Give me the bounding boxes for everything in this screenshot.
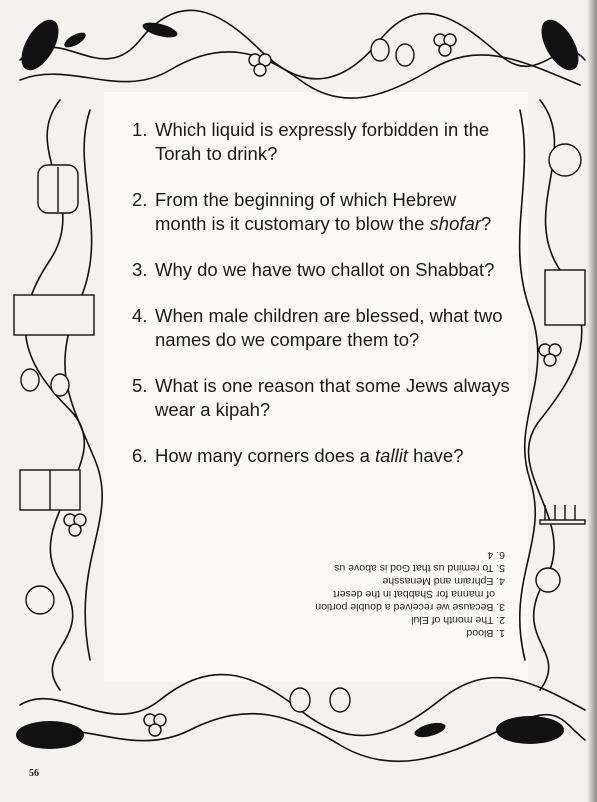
question-number: 4. (132, 305, 148, 326)
page-number: 56 (29, 768, 39, 779)
question-text: have? (407, 445, 464, 466)
question-number: 1. (132, 119, 148, 140)
question-number: 6. (132, 445, 148, 466)
upside-down-answer-key (300, 548, 505, 639)
question-text: Why do we have two challot on Shabbat? (155, 259, 495, 280)
question-6 (132, 444, 512, 468)
question-text: When male children are blessed, what two names do we compare them to? (155, 305, 503, 350)
answer-line: 5. To remind us that God is above us (334, 562, 505, 574)
question-text: What is one reason that some Jews always wear a kipah? (155, 375, 510, 420)
question-number: 5. (132, 375, 148, 396)
question-4 (132, 304, 512, 352)
question-1 (132, 118, 512, 166)
answer-line: 4. Ephraim and Menasshe (382, 575, 505, 587)
answer-line: 3. Because we received a double portion (315, 601, 505, 613)
answer-line: 6. 4 (487, 549, 505, 561)
question-2 (132, 188, 512, 236)
question-emphasis: shofar (429, 213, 481, 234)
answer-line: 2. The month of Elul (411, 614, 505, 626)
question-text: Which liquid is expressly forbidden in the Torah to drink? (155, 119, 490, 164)
question-number: 3. (132, 259, 148, 280)
question-text: ? (480, 213, 492, 234)
answer-line: of manna for Shabbat in the desert (333, 588, 495, 600)
question-5 (132, 374, 512, 422)
question-emphasis: tallit (375, 445, 408, 466)
question-text: How many corners does a (155, 445, 376, 466)
answer-line: 1. Blood (466, 627, 505, 639)
quiz-questions (132, 118, 512, 490)
page-edge-shadow (587, 0, 597, 802)
question-3 (132, 258, 512, 282)
question-number: 2. (132, 189, 148, 210)
question-text: From the beginning of which Hebrew month is it customary to blow the (155, 189, 457, 234)
